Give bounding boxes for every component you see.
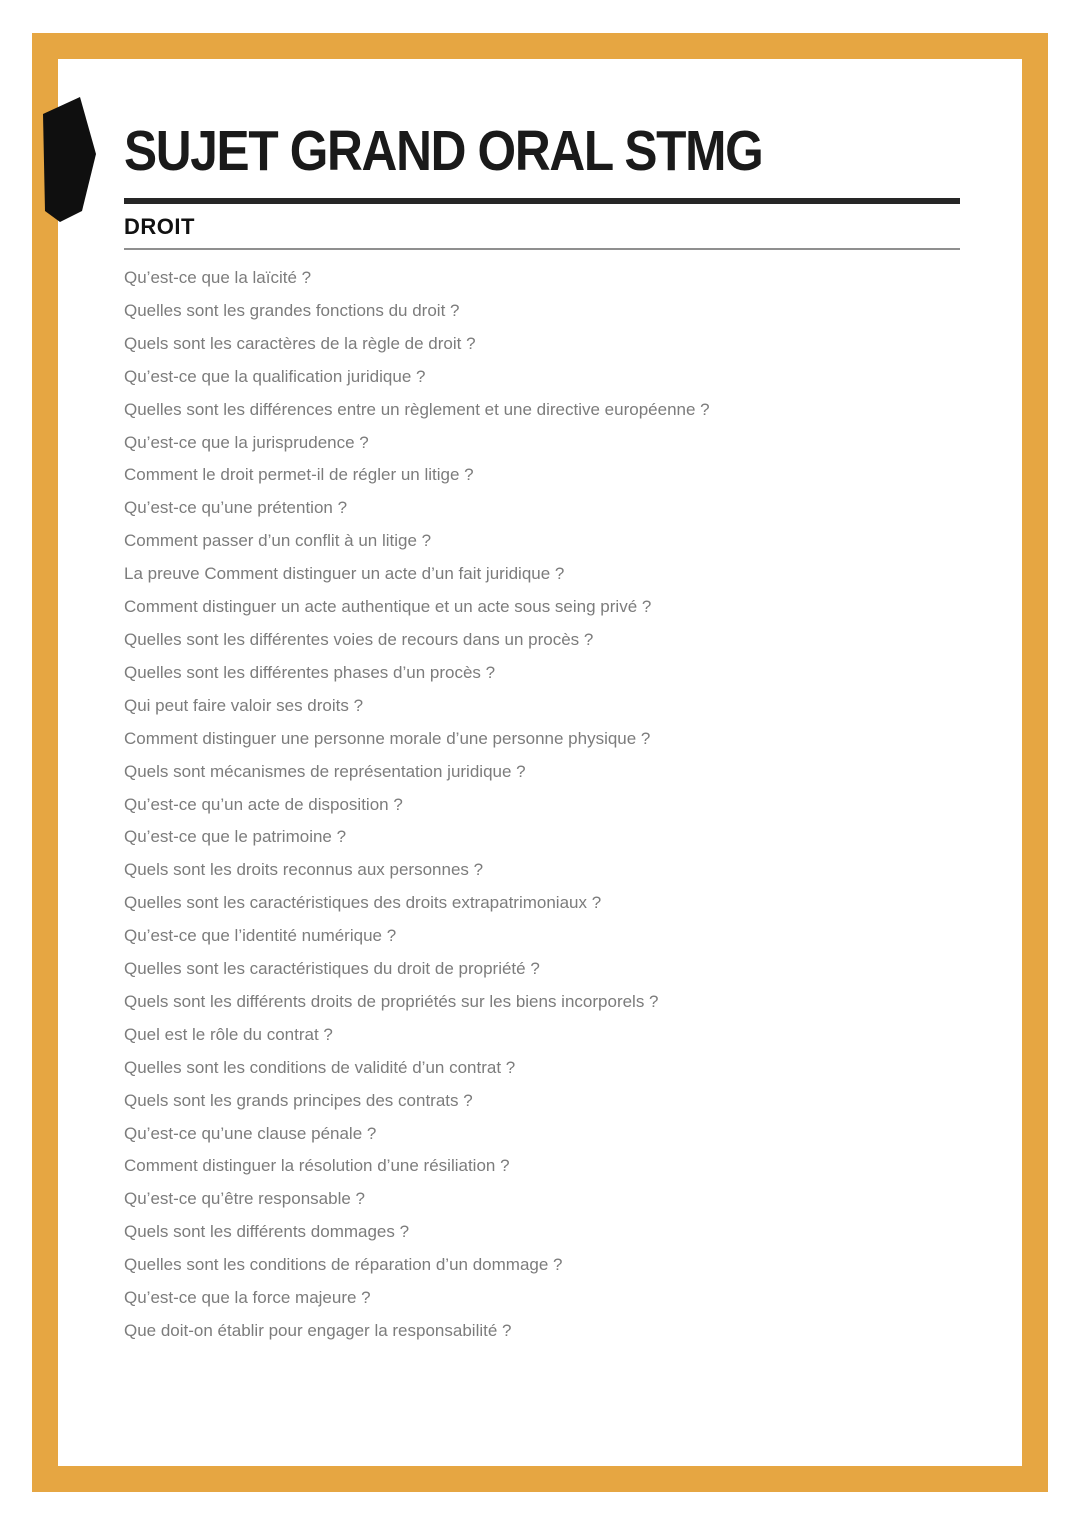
question-item: Qu’est-ce que la jurisprudence ? [124,432,369,452]
question-item: Qu’est-ce que l’identité numérique ? [124,926,397,946]
question-item: Comment passer d’un conflit à un litige ? [124,531,432,551]
question-item: Comment distinguer une personne morale d’une personne physique ? [124,728,651,748]
question-item: Quels sont les grands principes des contrats ? [124,1090,473,1110]
section-heading: DROIT [124,214,195,239]
question-item: Qu’est-ce qu’une clause pénale ? [124,1123,377,1143]
question-item: Qu’est-ce que la force majeure ? [124,1288,371,1308]
question-item: Quelles sont les caractéristiques des droits extrapatrimoniaux ? [124,893,602,913]
question-item: Que doit-on établir pour engager la responsabilité ? [124,1321,512,1340]
question-item: Quelles sont les conditions de réparation d’un dommage ? [124,1255,563,1275]
question-item: Quel est le rôle du contrat ? [124,1024,333,1044]
question-item: Quelles sont les grandes fonctions du droit ? [124,300,460,320]
question-item: Comment le droit permet-il de régler un litige ? [124,465,474,485]
question-item: Quels sont les caractères de la règle de droit ? [124,333,476,353]
question-item: Quelles sont les caractéristiques du droit de propriété ? [124,959,540,979]
question-item: Qu’est-ce qu’un acte de disposition ? [124,794,403,814]
question-item: La preuve Comment distinguer un acte d’un fait juridique ? [124,564,565,584]
question-item: Comment distinguer un acte authentique et un acte sous seing privé ? [124,597,652,617]
question-item: Quels sont les différents droits de propriétés sur les biens incorporels ? [124,991,659,1011]
question-item: Comment distinguer la résolution d’une résiliation ? [124,1156,510,1176]
question-item: Quels sont les différents dommages ? [124,1222,410,1242]
question-item: Qu’est-ce que le patrimoine ? [124,827,347,847]
title-divider [124,198,960,204]
question-list [124,262,994,1348]
question-item: Quels sont mécanismes de représentation juridique ? [124,761,526,781]
question-item: Qu’est-ce qu’être responsable ? [124,1189,365,1209]
page-title: SUJET GRAND ORAL STMG [124,119,763,183]
question-item: Qui peut faire valoir ses droits ? [124,695,364,715]
bookmark-ribbon-icon [40,93,100,225]
question-item: Quels sont les droits reconnus aux personnes ? [124,860,484,880]
question-item: Quelles sont les différentes phases d’un procès ? [124,662,496,682]
section-divider [124,248,960,250]
question-item: Qu’est-ce qu’une prétention ? [124,498,348,518]
question-item: Qu’est-ce que la laïcité ? [124,268,312,287]
question-item: Quelles sont les différences entre un règlement et une directive européenne ? [124,399,710,419]
question-item: Quelles sont les différentes voies de recours dans un procès ? [124,629,594,649]
question-item: Quelles sont les conditions de validité d’un contrat ? [124,1057,516,1077]
question-item: Qu’est-ce que la qualification juridique ? [124,366,426,386]
